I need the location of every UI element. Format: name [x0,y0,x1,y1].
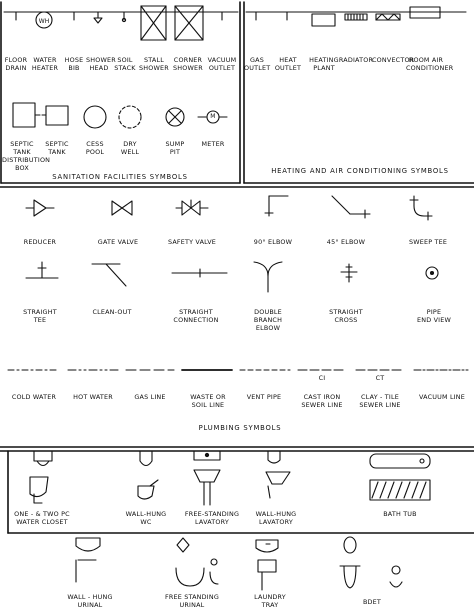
svg-text:WH: WH [38,18,50,25]
label-ct-mark: CT [375,374,385,382]
free-standing-urinal-symbol [176,538,218,586]
reducer-symbol [26,200,54,216]
bidet-symbol [340,537,402,588]
straight-connection-symbol [172,269,227,277]
label-gas-line: GAS LINE [134,393,166,401]
label-bidet: BDET [362,598,382,606]
label-straight-cross: STRAIGHT CROSS [329,308,363,324]
label-wall-hung-wc: WALL-HUNG WC [125,510,167,526]
wall-hung-urinal-symbol [76,538,100,582]
dry-well-symbol [119,106,141,128]
label-ci-mark: CI [318,374,326,382]
bath-tub-symbol [370,454,430,500]
label-cast-iron-sewer-line: CAST IRON SEWER LINE [301,393,343,409]
label-elbow-45: 45° ELBOW [326,238,366,246]
label-heat-outlet: HEAT OUTLET [274,56,302,72]
label-sump-pit: SUMP PIT [165,140,185,156]
water-closet-symbol [30,451,52,503]
sump-pit-symbol [166,108,184,126]
label-safety-valve: SAFETY VALVE [167,238,217,246]
label-straight-tee: STRAIGHT TEE [23,308,57,324]
elbow-90-symbol [265,196,288,216]
label-heating-plant: HEATING PLANT [309,56,339,72]
caption-plumbing: PLUMBING SYMBOLS [198,424,282,432]
label-dry-well: DRY WELL [120,140,140,156]
label-room-air-conditioner: ROOM AIR CONDITIONER [406,56,454,72]
label-cold-water: COLD WATER [11,393,57,401]
label-corner-shower: CORNER SHOWER [173,56,203,72]
label-clay-tile-sewer-line: CLAY - TILE SEWER LINE [359,393,401,409]
shower-head-symbol [94,12,102,23]
label-vacuum-line: VACUUM LINE [418,393,466,401]
convector-symbol [376,14,400,20]
label-double-branch-elbow: DOUBLE BRANCH ELBOW [253,308,283,332]
radiator-symbol [345,14,367,20]
gate-valve-symbol [112,201,132,215]
label-straight-connection: STRAIGHT CONNECTION [173,308,219,324]
meter-glyph: M [210,113,216,120]
label-cess-pool: CESS POOL [85,140,105,156]
label-hot-water: HOT WATER [73,393,113,401]
label-wall-hung-lavatory: WALL-HUNG LAVATORY [255,510,297,526]
label-sweep-tee: SWEEP TEE [408,238,448,246]
free-standing-lavatory-symbol [194,451,220,505]
label-vent-pipe: VENT PIPE [246,393,282,401]
double-branch-elbow-symbol [254,262,282,292]
label-septic-distribution-box: SEPTIC TANK DISTRIBUTION BOX [2,140,51,172]
label-water-closet: ONE - & TWO PC WATER CLOSET [14,510,70,526]
safety-valve-symbol [176,200,208,215]
stall-shower-symbol [141,6,166,40]
label-clean-out: CLEAN-OUT [92,308,132,316]
label-reducer: REDUCER [23,238,57,246]
caption-heating: HEATING AND AIR CONDITIONING SYMBOLS [271,167,449,175]
label-waste-soil-line: WASTE OR SOIL LINE [190,393,226,409]
sweep-tee-symbol [410,196,432,220]
cess-pool-symbol [84,106,106,128]
wall-hung-wc-symbol [138,451,158,499]
label-convector: CONVECTOR [372,56,415,64]
label-vacuum-outlet: VACUUM OUTLET [207,56,237,72]
label-bath-tub: BATH TUB [383,510,417,518]
label-radiator: RADIATOR [338,56,374,64]
label-wall-hung-urinal: WALL - HUNG URINAL [67,593,113,609]
label-meter: METER [201,140,225,148]
laundry-tray-symbol [256,540,278,590]
label-hose-bib: HOSE BIB [64,56,84,72]
wall-hung-lavatory-symbol [266,451,290,498]
pipe-end-view-symbol [426,267,438,279]
heating-plant-symbol [312,14,335,26]
label-water-heater: WATER HEATER [31,56,59,72]
straight-cross-symbol [341,264,357,282]
caption-sanitation: SANITATION FACILITIES SYMBOLS [52,173,188,181]
label-gate-valve: GATE VALVE [97,238,139,246]
section-dividers [0,2,474,533]
soil-stack-symbol [122,12,125,22]
label-gas-outlet: GAS OUTLET [244,56,271,72]
label-floor-drain: FLOOR DRAIN [4,56,28,72]
label-pipe-end-view: PIPE END VIEW [417,308,451,324]
septic-tank-symbol [42,106,68,125]
label-elbow-90: 90° ELBOW [253,238,293,246]
straight-tee-symbol [26,262,58,278]
label-stall-shower: STALL SHOWER [139,56,169,72]
clean-out-symbol [92,264,126,286]
label-soil-stack: SOIL STACK [114,56,136,72]
elbow-45-symbol [332,196,370,218]
label-free-standing-lavatory: FREE-STANDING LAVATORY [184,510,240,526]
septic-distribution-box-symbol [13,103,40,127]
label-free-standing-urinal: FREE STANDING URINAL [165,593,219,609]
water-heater-symbol [36,12,52,28]
corner-shower-symbol [175,6,203,40]
label-laundry-tray: LAUNDRY TRAY [254,593,286,609]
label-septic-tank: SEPTIC TANK [45,140,69,156]
label-shower-head: SHOWER HEAD [86,56,116,72]
